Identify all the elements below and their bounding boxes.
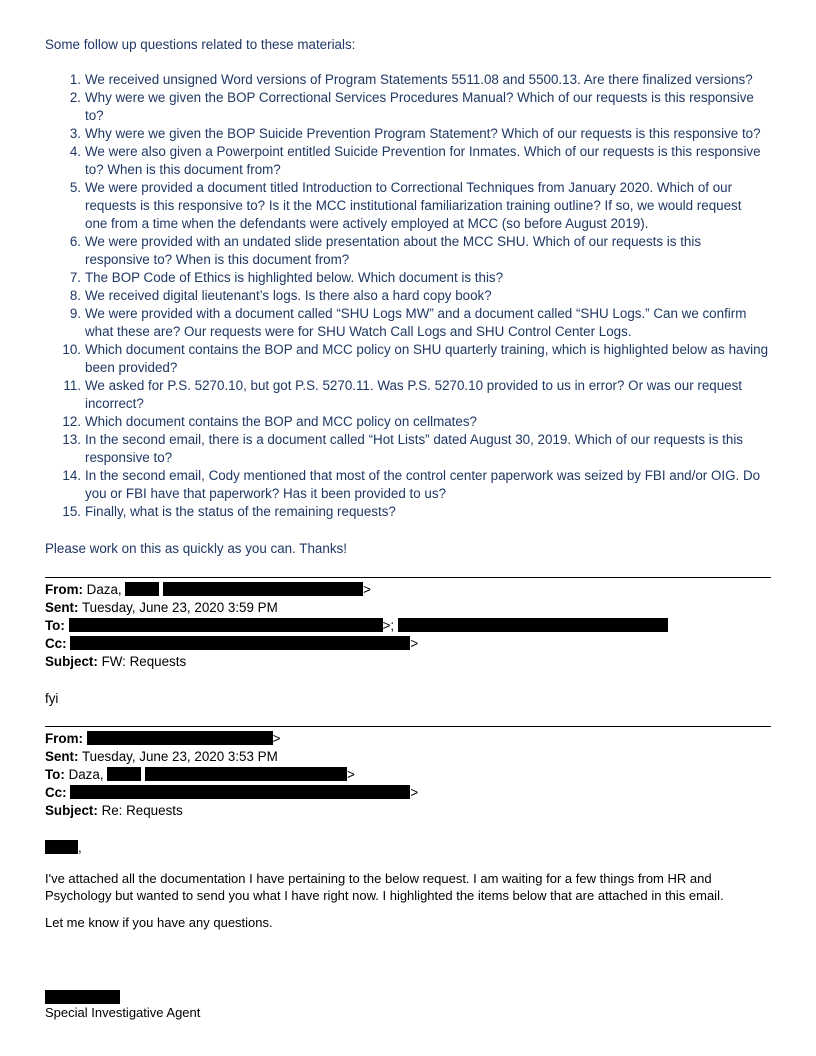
redaction [70, 636, 410, 650]
email-body-1: fyi [45, 691, 59, 706]
redaction [87, 731, 273, 745]
sent-label: Sent: [45, 600, 79, 615]
question-line: Finally, what is the status of the remaining requests? [85, 504, 396, 519]
redaction [398, 618, 668, 632]
redaction [45, 990, 120, 1004]
redaction [145, 767, 347, 781]
redaction [107, 767, 141, 781]
question-item [45, 503, 771, 521]
question-item [45, 89, 771, 125]
question-line: We asked for P.S. 5270.10, but got P.S. 5270.11. Was P.S. 5270.10 provided to us in error? Or was our request [85, 378, 743, 393]
question-number: 13. [62, 432, 81, 447]
question-item [45, 341, 771, 377]
subject-label: Subject: [45, 803, 98, 818]
question-line: Which document contains the BOP and MCC policy on SHU quarterly training, which is highlighted below as having [85, 342, 769, 357]
question-line: one from a time when the defendants were actively employed at MCC (so before August 2019). [85, 216, 649, 231]
to-value: Daza, [68, 767, 104, 782]
question-line: what these are? Our requests were for SHU Watch Call Logs and SHU Control Center Logs. [85, 324, 632, 339]
subject-row [45, 653, 771, 671]
redaction [125, 582, 159, 596]
to-label: To: [45, 767, 65, 782]
intro-text: Some follow up questions related to these materials: [45, 37, 356, 52]
question-line: to? When is this document from? [85, 162, 281, 177]
question-number: 7. [69, 270, 81, 285]
question-line: The BOP Code of Ethics is highlighted below. Which document is this? [85, 270, 504, 285]
sent-row [45, 748, 771, 766]
sent-label: Sent: [45, 749, 79, 764]
question-number: 9. [69, 306, 81, 321]
question-number: 14. [62, 468, 81, 483]
question-line: In the second email, Cody mentioned that most of the control center paperwork was seized by FBI and/or OIG. Do [85, 468, 761, 483]
question-number: 6. [69, 234, 81, 249]
subject-value: Re: Requests [101, 803, 183, 818]
to-label: To: [45, 618, 65, 633]
separator: >; [382, 618, 395, 633]
question-line: responsive to? [85, 450, 173, 465]
question-number: 11. [63, 378, 81, 393]
from-label: From: [45, 731, 83, 746]
question-number: 8. [69, 288, 81, 303]
question-number: 3. [69, 126, 81, 141]
redaction [163, 582, 363, 596]
question-line: incorrect? [85, 396, 144, 411]
question-line: Which document contains the BOP and MCC policy on cellmates? [85, 414, 477, 429]
question-number: 2. [69, 90, 81, 105]
from-row [45, 730, 771, 748]
paragraph-line: Psychology but wanted to send you what I have right now. I highlighted the items below that are attached in this email. [45, 888, 724, 903]
question-item [45, 377, 771, 413]
question-number: 4. [69, 144, 81, 159]
question-line: In the second email, there is a document called “Hot Lists” dated August 30, 2019. Which of our requests is this [85, 432, 743, 447]
bracket: > [410, 636, 419, 651]
question-line: you or FBI have that paperwork? Has it been provided to us? [85, 486, 447, 501]
redaction [70, 785, 410, 799]
question-line: Why were we given the BOP Correctional Services Procedures Manual? Which of our requests is this responsive [85, 90, 754, 105]
question-item [45, 71, 771, 89]
cc-label: Cc: [45, 785, 67, 800]
bracket: > [347, 767, 355, 782]
question-line: requests is this responsive to? Is it the MCC institutional familiarization training outline? If so, we would request [85, 198, 742, 213]
question-item [45, 467, 771, 503]
question-line: We were also given a Powerpoint entitled Suicide Prevention for Inmates. Which of our requests is this responsive [85, 144, 761, 159]
question-number: 12. [62, 414, 81, 429]
subject-value: FW: Requests [101, 654, 187, 669]
question-item [45, 125, 771, 143]
signature-title: Special Investigative Agent [45, 1005, 201, 1020]
bracket: > [363, 582, 371, 597]
question-item [45, 179, 771, 233]
question-item [45, 233, 771, 269]
email-header-2 [45, 730, 771, 820]
question-line: been provided? [85, 360, 178, 375]
email-divider [45, 577, 771, 578]
question-item [45, 305, 771, 341]
bracket: > [272, 731, 281, 746]
from-label: From: [45, 582, 83, 597]
question-item [45, 413, 771, 431]
question-item [45, 269, 771, 287]
sent-value: Tuesday, June 23, 2020 3:59 PM [81, 600, 278, 615]
question-list [45, 71, 771, 521]
question-line: We were provided with an undated slide presentation about the MCC SHU. Which of our requests is this [85, 234, 702, 249]
subject-label: Subject: [45, 654, 98, 669]
email-body-2-closing: Let me know if you have any questions. [45, 915, 273, 930]
question-item [45, 287, 771, 305]
greeting [45, 839, 82, 857]
question-line: responsive to? When is this document from? [85, 252, 350, 267]
sent-row [45, 599, 771, 617]
question-number: 10. [62, 342, 81, 357]
question-number: 15. [62, 504, 81, 519]
question-line: We received unsigned Word versions of Program Statements 5511.08 and 5500.13. Are there finalized versions? [85, 72, 753, 87]
question-number: 5. [69, 180, 81, 195]
email-divider [45, 726, 771, 727]
to-row [45, 766, 771, 784]
question-line: We were provided a document titled Introduction to Correctional Techniques from January 2020. Which of our [85, 180, 733, 195]
from-row [45, 581, 771, 599]
redaction [45, 840, 78, 854]
question-line: Why were we given the BOP Suicide Prevention Program Statement? Which of our requests is this responsive to? [85, 126, 761, 141]
greeting-comma: , [78, 840, 82, 855]
question-line: We were provided with a document called “SHU Logs MW” and a document called “SHU Logs.” Can we confirm [85, 306, 747, 321]
bracket: > [410, 785, 419, 800]
subject-row [45, 802, 771, 820]
to-row [45, 617, 771, 635]
email-body-2 [45, 870, 724, 904]
cc-label: Cc: [45, 636, 67, 651]
cc-row [45, 635, 771, 653]
sent-value: Tuesday, June 23, 2020 3:53 PM [81, 749, 278, 764]
question-line: We received digital lieutenant’s logs. Is there also a hard copy book? [85, 288, 492, 303]
paragraph-line: I've attached all the documentation I have pertaining to the below request. I am waiting for a few things from HR and [45, 871, 712, 886]
closing-text: Please work on this as quickly as you can. Thanks! [45, 541, 347, 556]
email-header-1 [45, 581, 771, 671]
cc-row [45, 784, 771, 802]
question-line: to? [85, 108, 104, 123]
from-value: Daza, [86, 582, 122, 597]
redaction [69, 618, 383, 632]
question-item [45, 431, 771, 467]
question-number: 1. [69, 72, 81, 87]
question-item [45, 143, 771, 179]
